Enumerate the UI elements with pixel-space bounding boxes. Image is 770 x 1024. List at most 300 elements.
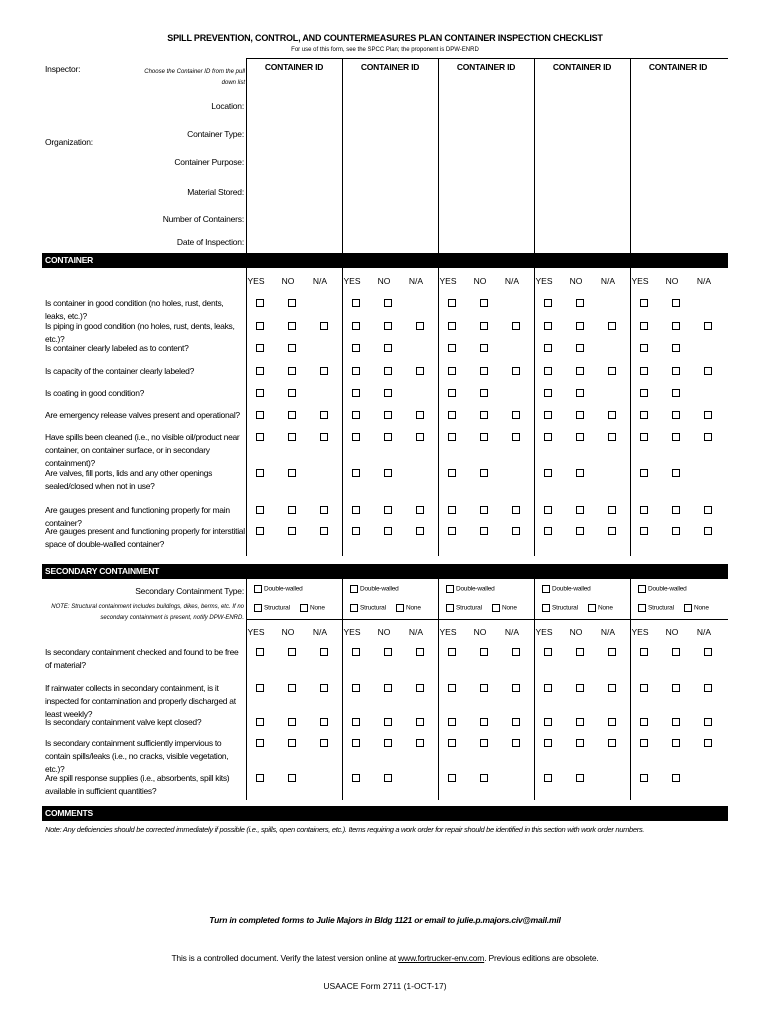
option-label: None	[694, 604, 709, 612]
secondary-q4-col3-no-checkbox[interactable]	[480, 739, 488, 747]
container-q2-col4-yes-checkbox[interactable]	[544, 322, 552, 330]
secondary-type-option-structural-col5[interactable]	[638, 604, 674, 612]
container-q10-col5-yes-checkbox[interactable]	[640, 527, 648, 535]
option-checkbox[interactable]	[542, 585, 550, 593]
column-divider	[342, 268, 343, 556]
container-q9-col4-na-checkbox[interactable]	[608, 506, 616, 514]
container-q6-col2-yes-checkbox[interactable]	[352, 411, 360, 419]
container-q9-col3-na-checkbox[interactable]	[512, 506, 520, 514]
container-q4-col5-na-checkbox[interactable]	[704, 367, 712, 375]
container-q5-col2-yes-checkbox[interactable]	[352, 389, 360, 397]
container-q1-col1-no-checkbox[interactable]	[288, 299, 296, 307]
container-q1-col5-yes-checkbox[interactable]	[640, 299, 648, 307]
secondary-header-na: N/A	[504, 627, 520, 637]
secondary-type-option-none-col4[interactable]	[588, 604, 613, 612]
container-q7-col2-no-checkbox[interactable]	[384, 433, 392, 441]
secondary-q2-col5-na-checkbox[interactable]	[704, 684, 712, 692]
secondary-q4-col5-na-checkbox[interactable]	[704, 739, 712, 747]
hint-line-1: Choose the Container ID from the pull	[144, 69, 245, 75]
container-q9-col4-yes-checkbox[interactable]	[544, 506, 552, 514]
option-checkbox[interactable]	[542, 604, 550, 612]
option-label: Double-walled	[552, 585, 591, 593]
container-id-header-3[interactable]: CONTAINER ID	[456, 62, 516, 72]
secondary-q2-col4-na-checkbox[interactable]	[608, 684, 616, 692]
option-checkbox[interactable]	[684, 604, 692, 612]
secondary-q4-col1-no-checkbox[interactable]	[288, 739, 296, 747]
controlled-prefix: This is a controlled document. Verify the latest version online at	[171, 953, 399, 963]
container-q10-col2-na-checkbox[interactable]	[416, 527, 424, 535]
container-q6-col5-na-checkbox[interactable]	[704, 411, 712, 419]
container-id-header-2[interactable]: CONTAINER ID	[360, 62, 420, 72]
secondary-q3-col5-yes-checkbox[interactable]	[640, 718, 648, 726]
container-q5-col4-no-checkbox[interactable]	[576, 389, 584, 397]
secondary-type-option-none-col5[interactable]	[684, 604, 709, 612]
secondary-q5-col1-yes-checkbox[interactable]	[256, 774, 264, 782]
option-checkbox[interactable]	[446, 604, 454, 612]
container-q2-col1-no-checkbox[interactable]	[288, 322, 296, 330]
column-divider	[246, 58, 247, 253]
container-q8-col2-no-checkbox[interactable]	[384, 469, 392, 477]
secondary-q3-col1-yes-checkbox[interactable]	[256, 718, 264, 726]
container-q6-col4-yes-checkbox[interactable]	[544, 411, 552, 419]
secondary-q3-col3-no-checkbox[interactable]	[480, 718, 488, 726]
secondary-type-option-none-col1[interactable]	[300, 604, 325, 612]
container-q4-col1-yes-checkbox[interactable]	[256, 367, 264, 375]
secondary-q5-col3-no-checkbox[interactable]	[480, 774, 488, 782]
container-q2-col5-no-checkbox[interactable]	[672, 322, 680, 330]
secondary-q5-col3-yes-checkbox[interactable]	[448, 774, 456, 782]
secondary-q5-col2-no-checkbox[interactable]	[384, 774, 392, 782]
container-q1-col1-yes-checkbox[interactable]	[256, 299, 264, 307]
container-section-bar: CONTAINER	[42, 253, 728, 268]
container-q10-col4-no-checkbox[interactable]	[576, 527, 584, 535]
container-q9-col2-yes-checkbox[interactable]	[352, 506, 360, 514]
secondary-header-no: NO	[569, 627, 583, 637]
secondary-q1-col2-na-checkbox[interactable]	[416, 648, 424, 656]
secondary-q5-col4-yes-checkbox[interactable]	[544, 774, 552, 782]
secondary-type-label: Secondary Containment Type:	[135, 586, 244, 596]
secondary-q1-col1-yes-checkbox[interactable]	[256, 648, 264, 656]
container-q1-col3-yes-checkbox[interactable]	[448, 299, 456, 307]
secondary-type-option-double-walled-col1[interactable]	[254, 585, 303, 593]
secondary-type-option-double-walled-col4[interactable]	[542, 585, 591, 593]
option-label: Double-walled	[264, 585, 303, 593]
container-q3-col2-yes-checkbox[interactable]	[352, 344, 360, 352]
container-q7-col3-na-checkbox[interactable]	[512, 433, 520, 441]
container-q6-col1-yes-checkbox[interactable]	[256, 411, 264, 419]
container-q2-col2-no-checkbox[interactable]	[384, 322, 392, 330]
secondary-q2-col5-no-checkbox[interactable]	[672, 684, 680, 692]
container-header-na: N/A	[312, 276, 328, 286]
controlled-suffix: . Previous editions are obsolete.	[484, 953, 599, 963]
secondary-q4-col3-yes-checkbox[interactable]	[448, 739, 456, 747]
container-header-yes: YES	[631, 276, 649, 286]
container-header-no: NO	[281, 276, 295, 286]
container-q2-col3-na-checkbox[interactable]	[512, 322, 520, 330]
option-checkbox[interactable]	[446, 585, 454, 593]
secondary-q3-col3-na-checkbox[interactable]	[512, 718, 520, 726]
field-label-container-purpose: Container Purpose:	[174, 157, 244, 167]
column-divider	[246, 268, 247, 556]
container-q4-col5-no-checkbox[interactable]	[672, 367, 680, 375]
container-q8-col4-yes-checkbox[interactable]	[544, 469, 552, 477]
secondary-note-line-2: secondary containment is present, notify DPW-ENRD.	[100, 615, 244, 621]
container-q6-col2-na-checkbox[interactable]	[416, 411, 424, 419]
field-label-container-type: Container Type:	[187, 129, 244, 139]
secondary-q1-col1-no-checkbox[interactable]	[288, 648, 296, 656]
secondary-q2-col3-na-checkbox[interactable]	[512, 684, 520, 692]
container-q10-col1-no-checkbox[interactable]	[288, 527, 296, 535]
container-q4-col1-no-checkbox[interactable]	[288, 367, 296, 375]
container-q8-col5-yes-checkbox[interactable]	[640, 469, 648, 477]
container-q2-col2-yes-checkbox[interactable]	[352, 322, 360, 330]
container-header-no: NO	[377, 276, 391, 286]
secondary-q4-col5-yes-checkbox[interactable]	[640, 739, 648, 747]
option-label: Structural	[456, 604, 482, 612]
secondary-q4-col2-no-checkbox[interactable]	[384, 739, 392, 747]
container-q10-col3-yes-checkbox[interactable]	[448, 527, 456, 535]
secondary-q1-col3-no-checkbox[interactable]	[480, 648, 488, 656]
container-id-hint	[130, 67, 245, 89]
container-q7-col2-na-checkbox[interactable]	[416, 433, 424, 441]
container-q4-col1-na-checkbox[interactable]	[320, 367, 328, 375]
secondary-q2-col5-yes-checkbox[interactable]	[640, 684, 648, 692]
container-id-header-5[interactable]: CONTAINER ID	[648, 62, 708, 72]
container-q7-col4-na-checkbox[interactable]	[608, 433, 616, 441]
column-divider	[630, 268, 631, 556]
secondary-q4-col4-no-checkbox[interactable]	[576, 739, 584, 747]
container-q9-col5-no-checkbox[interactable]	[672, 506, 680, 514]
secondary-q4-col2-yes-checkbox[interactable]	[352, 739, 360, 747]
container-q7-col5-no-checkbox[interactable]	[672, 433, 680, 441]
secondary-q1-col5-na-checkbox[interactable]	[704, 648, 712, 656]
container-q4-col3-no-checkbox[interactable]	[480, 367, 488, 375]
form-title: SPILL PREVENTION, CONTROL, AND COUNTERMEASURES PLAN CONTAINER INSPECTION CHECKLIST	[167, 33, 603, 43]
field-label-location: Location:	[211, 101, 244, 111]
container-q4-col4-yes-checkbox[interactable]	[544, 367, 552, 375]
secondary-q3-col4-no-checkbox[interactable]	[576, 718, 584, 726]
secondary-q5-col2-yes-checkbox[interactable]	[352, 774, 360, 782]
container-q8-col3-yes-checkbox[interactable]	[448, 469, 456, 477]
container-q4-col4-na-checkbox[interactable]	[608, 367, 616, 375]
container-q4-col2-no-checkbox[interactable]	[384, 367, 392, 375]
container-q8-col2-yes-checkbox[interactable]	[352, 469, 360, 477]
secondary-q1-col3-na-checkbox[interactable]	[512, 648, 520, 656]
secondary-header-na: N/A	[312, 627, 328, 637]
secondary-q1-col4-no-checkbox[interactable]	[576, 648, 584, 656]
container-q7-col4-no-checkbox[interactable]	[576, 433, 584, 441]
container-q3-col1-no-checkbox[interactable]	[288, 344, 296, 352]
secondary-type-option-structural-col2[interactable]	[350, 604, 386, 612]
secondary-q1-col2-yes-checkbox[interactable]	[352, 648, 360, 656]
container-q1-col2-yes-checkbox[interactable]	[352, 299, 360, 307]
container-q6-col4-na-checkbox[interactable]	[608, 411, 616, 419]
option-checkbox[interactable]	[254, 604, 262, 612]
container-q3-col4-yes-checkbox[interactable]	[544, 344, 552, 352]
container-q2-col2-na-checkbox[interactable]	[416, 322, 424, 330]
container-q10-col1-na-checkbox[interactable]	[320, 527, 328, 535]
secondary-q2-col2-na-checkbox[interactable]	[416, 684, 424, 692]
column-divider	[246, 579, 247, 800]
container-q7-col1-no-checkbox[interactable]	[288, 433, 296, 441]
secondary-q1-col3-yes-checkbox[interactable]	[448, 648, 456, 656]
container-q1-col2-no-checkbox[interactable]	[384, 299, 392, 307]
container-q4-col4-no-checkbox[interactable]	[576, 367, 584, 375]
option-label: Double-walled	[456, 585, 495, 593]
secondary-type-option-none-col3[interactable]	[492, 604, 517, 612]
container-q5-col1-no-checkbox[interactable]	[288, 389, 296, 397]
container-q2-col4-na-checkbox[interactable]	[608, 322, 616, 330]
container-header-na: N/A	[696, 276, 712, 286]
container-q7-col1-na-checkbox[interactable]	[320, 433, 328, 441]
secondary-type-option-structural-col3[interactable]	[446, 604, 482, 612]
secondary-q2-col1-na-checkbox[interactable]	[320, 684, 328, 692]
secondary-header-yes: YES	[631, 627, 649, 637]
container-q9-col2-no-checkbox[interactable]	[384, 506, 392, 514]
secondary-q4-col3-na-checkbox[interactable]	[512, 739, 520, 747]
secondary-type-option-structural-col1[interactable]	[254, 604, 290, 612]
container-q6-col3-yes-checkbox[interactable]	[448, 411, 456, 419]
secondary-q4-col5-no-checkbox[interactable]	[672, 739, 680, 747]
container-q7-col1-yes-checkbox[interactable]	[256, 433, 264, 441]
secondary-q3-col2-na-checkbox[interactable]	[416, 718, 424, 726]
container-q10-col3-no-checkbox[interactable]	[480, 527, 488, 535]
container-q10-col3-na-checkbox[interactable]	[512, 527, 520, 535]
container-q10-col5-no-checkbox[interactable]	[672, 527, 680, 535]
secondary-q2-col2-no-checkbox[interactable]	[384, 684, 392, 692]
secondary-q2-col3-yes-checkbox[interactable]	[448, 684, 456, 692]
container-q1-col3-no-checkbox[interactable]	[480, 299, 488, 307]
secondary-q3-col4-na-checkbox[interactable]	[608, 718, 616, 726]
container-q9-col3-yes-checkbox[interactable]	[448, 506, 456, 514]
secondary-q2-col1-yes-checkbox[interactable]	[256, 684, 264, 692]
container-header-na: N/A	[504, 276, 520, 286]
container-id-header-4[interactable]: CONTAINER ID	[552, 62, 612, 72]
container-header-na: N/A	[600, 276, 616, 286]
secondary-q2-col2-yes-checkbox[interactable]	[352, 684, 360, 692]
secondary-q2-col4-yes-checkbox[interactable]	[544, 684, 552, 692]
container-q1-col5-no-checkbox[interactable]	[672, 299, 680, 307]
secondary-q4-col1-yes-checkbox[interactable]	[256, 739, 264, 747]
container-q7-col5-na-checkbox[interactable]	[704, 433, 712, 441]
secondary-q3-col5-no-checkbox[interactable]	[672, 718, 680, 726]
container-q6-col3-na-checkbox[interactable]	[512, 411, 520, 419]
column-divider	[342, 58, 343, 253]
option-checkbox[interactable]	[350, 585, 358, 593]
secondary-q5-col1-no-checkbox[interactable]	[288, 774, 296, 782]
option-label: None	[310, 604, 325, 612]
container-q4-col5-yes-checkbox[interactable]	[640, 367, 648, 375]
container-q7-col4-yes-checkbox[interactable]	[544, 433, 552, 441]
secondary-q3-col2-no-checkbox[interactable]	[384, 718, 392, 726]
container-q9-col5-yes-checkbox[interactable]	[640, 506, 648, 514]
container-q10-col2-yes-checkbox[interactable]	[352, 527, 360, 535]
secondary-q3-col2-yes-checkbox[interactable]	[352, 718, 360, 726]
container-question-9: Are gauges present and functioning properly for main container?	[45, 505, 230, 528]
column-divider	[438, 268, 439, 556]
secondary-header-yes: YES	[439, 627, 457, 637]
container-q2-col4-no-checkbox[interactable]	[576, 322, 584, 330]
container-header-no: NO	[473, 276, 487, 286]
container-q7-col2-yes-checkbox[interactable]	[352, 433, 360, 441]
container-q1-col4-yes-checkbox[interactable]	[544, 299, 552, 307]
container-q9-col1-na-checkbox[interactable]	[320, 506, 328, 514]
container-q7-col3-no-checkbox[interactable]	[480, 433, 488, 441]
secondary-q1-col5-yes-checkbox[interactable]	[640, 648, 648, 656]
container-q3-col5-no-checkbox[interactable]	[672, 344, 680, 352]
container-q10-col4-yes-checkbox[interactable]	[544, 527, 552, 535]
secondary-q1-col1-na-checkbox[interactable]	[320, 648, 328, 656]
secondary-type-option-double-walled-col3[interactable]	[446, 585, 495, 593]
secondary-q4-col4-na-checkbox[interactable]	[608, 739, 616, 747]
secondary-q2-col1-no-checkbox[interactable]	[288, 684, 296, 692]
container-id-header-1[interactable]: CONTAINER ID	[264, 62, 324, 72]
container-q9-col5-na-checkbox[interactable]	[704, 506, 712, 514]
comments-section-bar: COMMENTS	[42, 806, 728, 821]
container-q10-col5-na-checkbox[interactable]	[704, 527, 712, 535]
secondary-q3-col1-no-checkbox[interactable]	[288, 718, 296, 726]
container-q2-col5-na-checkbox[interactable]	[704, 322, 712, 330]
inspector-label: Inspector:	[45, 64, 81, 74]
column-divider	[534, 579, 535, 800]
container-q10-col1-yes-checkbox[interactable]	[256, 527, 264, 535]
container-q2-col1-yes-checkbox[interactable]	[256, 322, 264, 330]
secondary-type-option-none-col2[interactable]	[396, 604, 421, 612]
column-divider	[438, 579, 439, 800]
secondary-header-na: N/A	[696, 627, 712, 637]
secondary-q4-col2-na-checkbox[interactable]	[416, 739, 424, 747]
container-q9-col1-yes-checkbox[interactable]	[256, 506, 264, 514]
container-q1-col4-no-checkbox[interactable]	[576, 299, 584, 307]
container-header-no: NO	[665, 276, 679, 286]
container-q8-col3-no-checkbox[interactable]	[480, 469, 488, 477]
secondary-header-no: NO	[281, 627, 295, 637]
container-q2-col1-na-checkbox[interactable]	[320, 322, 328, 330]
container-q6-col1-na-checkbox[interactable]	[320, 411, 328, 419]
container-q8-col4-no-checkbox[interactable]	[576, 469, 584, 477]
container-q4-col2-na-checkbox[interactable]	[416, 367, 424, 375]
container-q5-col5-no-checkbox[interactable]	[672, 389, 680, 397]
container-q7-col5-yes-checkbox[interactable]	[640, 433, 648, 441]
container-q5-col1-yes-checkbox[interactable]	[256, 389, 264, 397]
container-q5-col4-yes-checkbox[interactable]	[544, 389, 552, 397]
option-checkbox[interactable]	[638, 585, 646, 593]
container-q9-col3-no-checkbox[interactable]	[480, 506, 488, 514]
container-q6-col5-yes-checkbox[interactable]	[640, 411, 648, 419]
secondary-q3-col3-yes-checkbox[interactable]	[448, 718, 456, 726]
container-q4-col3-na-checkbox[interactable]	[512, 367, 520, 375]
option-checkbox[interactable]	[588, 604, 596, 612]
option-checkbox[interactable]	[300, 604, 308, 612]
container-q5-col3-no-checkbox[interactable]	[480, 389, 488, 397]
secondary-note-line-1: NOTE: Structural containment includes buildings, dikes, berms, etc. If no	[51, 604, 244, 610]
option-checkbox[interactable]	[492, 604, 500, 612]
container-q3-col4-no-checkbox[interactable]	[576, 344, 584, 352]
container-q7-col3-yes-checkbox[interactable]	[448, 433, 456, 441]
container-q5-col5-yes-checkbox[interactable]	[640, 389, 648, 397]
container-q8-col1-no-checkbox[interactable]	[288, 469, 296, 477]
container-q3-col3-yes-checkbox[interactable]	[448, 344, 456, 352]
container-q9-col1-no-checkbox[interactable]	[288, 506, 296, 514]
container-q6-col1-no-checkbox[interactable]	[288, 411, 296, 419]
secondary-note	[45, 602, 244, 624]
field-label-number-of-containers: Number of Containers:	[162, 214, 244, 224]
option-checkbox[interactable]	[254, 585, 262, 593]
container-q4-col2-yes-checkbox[interactable]	[352, 367, 360, 375]
container-q8-col1-yes-checkbox[interactable]	[256, 469, 264, 477]
container-header-yes: YES	[535, 276, 553, 286]
organization-label: Organization:	[45, 137, 93, 147]
container-question-6: Are emergency release valves present and operational?	[45, 410, 240, 420]
container-q5-col3-yes-checkbox[interactable]	[448, 389, 456, 397]
container-q10-col2-no-checkbox[interactable]	[384, 527, 392, 535]
option-label: None	[598, 604, 613, 612]
option-checkbox[interactable]	[396, 604, 404, 612]
container-q10-col4-na-checkbox[interactable]	[608, 527, 616, 535]
secondary-q5-col5-no-checkbox[interactable]	[672, 774, 680, 782]
container-q9-col2-na-checkbox[interactable]	[416, 506, 424, 514]
secondary-q1-col4-na-checkbox[interactable]	[608, 648, 616, 656]
secondary-type-option-double-walled-col5[interactable]	[638, 585, 687, 593]
container-q2-col5-yes-checkbox[interactable]	[640, 322, 648, 330]
container-question-4: Is capacity of the container clearly labeled?	[45, 366, 195, 376]
field-label-date-of-inspection: Date of Inspection:	[176, 237, 244, 247]
comments-note: Note: Any deficiencies should be corrected immediately if possible (i.e., spills, open containers, etc.). Items requiring a work order for repair should be identified in this section with work order numbers.	[45, 825, 645, 834]
container-q3-col3-no-checkbox[interactable]	[480, 344, 488, 352]
controlled-document-notice	[0, 953, 770, 963]
container-q9-col4-no-checkbox[interactable]	[576, 506, 584, 514]
grid-top-rule	[246, 58, 728, 59]
secondary-q4-col4-yes-checkbox[interactable]	[544, 739, 552, 747]
container-q6-col3-no-checkbox[interactable]	[480, 411, 488, 419]
secondary-type-option-structural-col4[interactable]	[542, 604, 578, 612]
secondary-q5-col4-no-checkbox[interactable]	[576, 774, 584, 782]
container-q5-col2-no-checkbox[interactable]	[384, 389, 392, 397]
container-q2-col3-no-checkbox[interactable]	[480, 322, 488, 330]
container-q3-col2-no-checkbox[interactable]	[384, 344, 392, 352]
container-q4-col3-yes-checkbox[interactable]	[448, 367, 456, 375]
container-q6-col5-no-checkbox[interactable]	[672, 411, 680, 419]
option-label: None	[502, 604, 517, 612]
container-question-8: Are valves, fill ports, lids and any other openings sealed/closed when not in use?	[45, 468, 213, 491]
container-question-7: Have spills been cleaned (i.e., no visible oil/product near container, on container surface, or in secondary containment)?	[45, 432, 240, 468]
container-question-3: Is container clearly labeled as to content?	[45, 343, 189, 353]
container-q6-col4-no-checkbox[interactable]	[576, 411, 584, 419]
option-checkbox[interactable]	[350, 604, 358, 612]
secondary-q4-col1-na-checkbox[interactable]	[320, 739, 328, 747]
secondary-q1-col2-no-checkbox[interactable]	[384, 648, 392, 656]
secondary-q1-col5-no-checkbox[interactable]	[672, 648, 680, 656]
field-label-material-stored: Material Stored:	[187, 187, 244, 197]
secondary-q3-col4-yes-checkbox[interactable]	[544, 718, 552, 726]
controlled-link[interactable]: www.fortrucker-env.com	[398, 953, 485, 963]
container-q6-col2-no-checkbox[interactable]	[384, 411, 392, 419]
secondary-q2-col4-no-checkbox[interactable]	[576, 684, 584, 692]
container-header-no: NO	[569, 276, 583, 286]
container-q3-col1-yes-checkbox[interactable]	[256, 344, 264, 352]
secondary-q2-col3-no-checkbox[interactable]	[480, 684, 488, 692]
secondary-type-option-double-walled-col2[interactable]	[350, 585, 399, 593]
container-q3-col5-yes-checkbox[interactable]	[640, 344, 648, 352]
secondary-q5-col5-yes-checkbox[interactable]	[640, 774, 648, 782]
container-q2-col3-yes-checkbox[interactable]	[448, 322, 456, 330]
container-q8-col5-no-checkbox[interactable]	[672, 469, 680, 477]
option-checkbox[interactable]	[638, 604, 646, 612]
secondary-header-no: NO	[473, 627, 487, 637]
secondary-q3-col5-na-checkbox[interactable]	[704, 718, 712, 726]
secondary-q1-col4-yes-checkbox[interactable]	[544, 648, 552, 656]
secondary-q3-col1-na-checkbox[interactable]	[320, 718, 328, 726]
